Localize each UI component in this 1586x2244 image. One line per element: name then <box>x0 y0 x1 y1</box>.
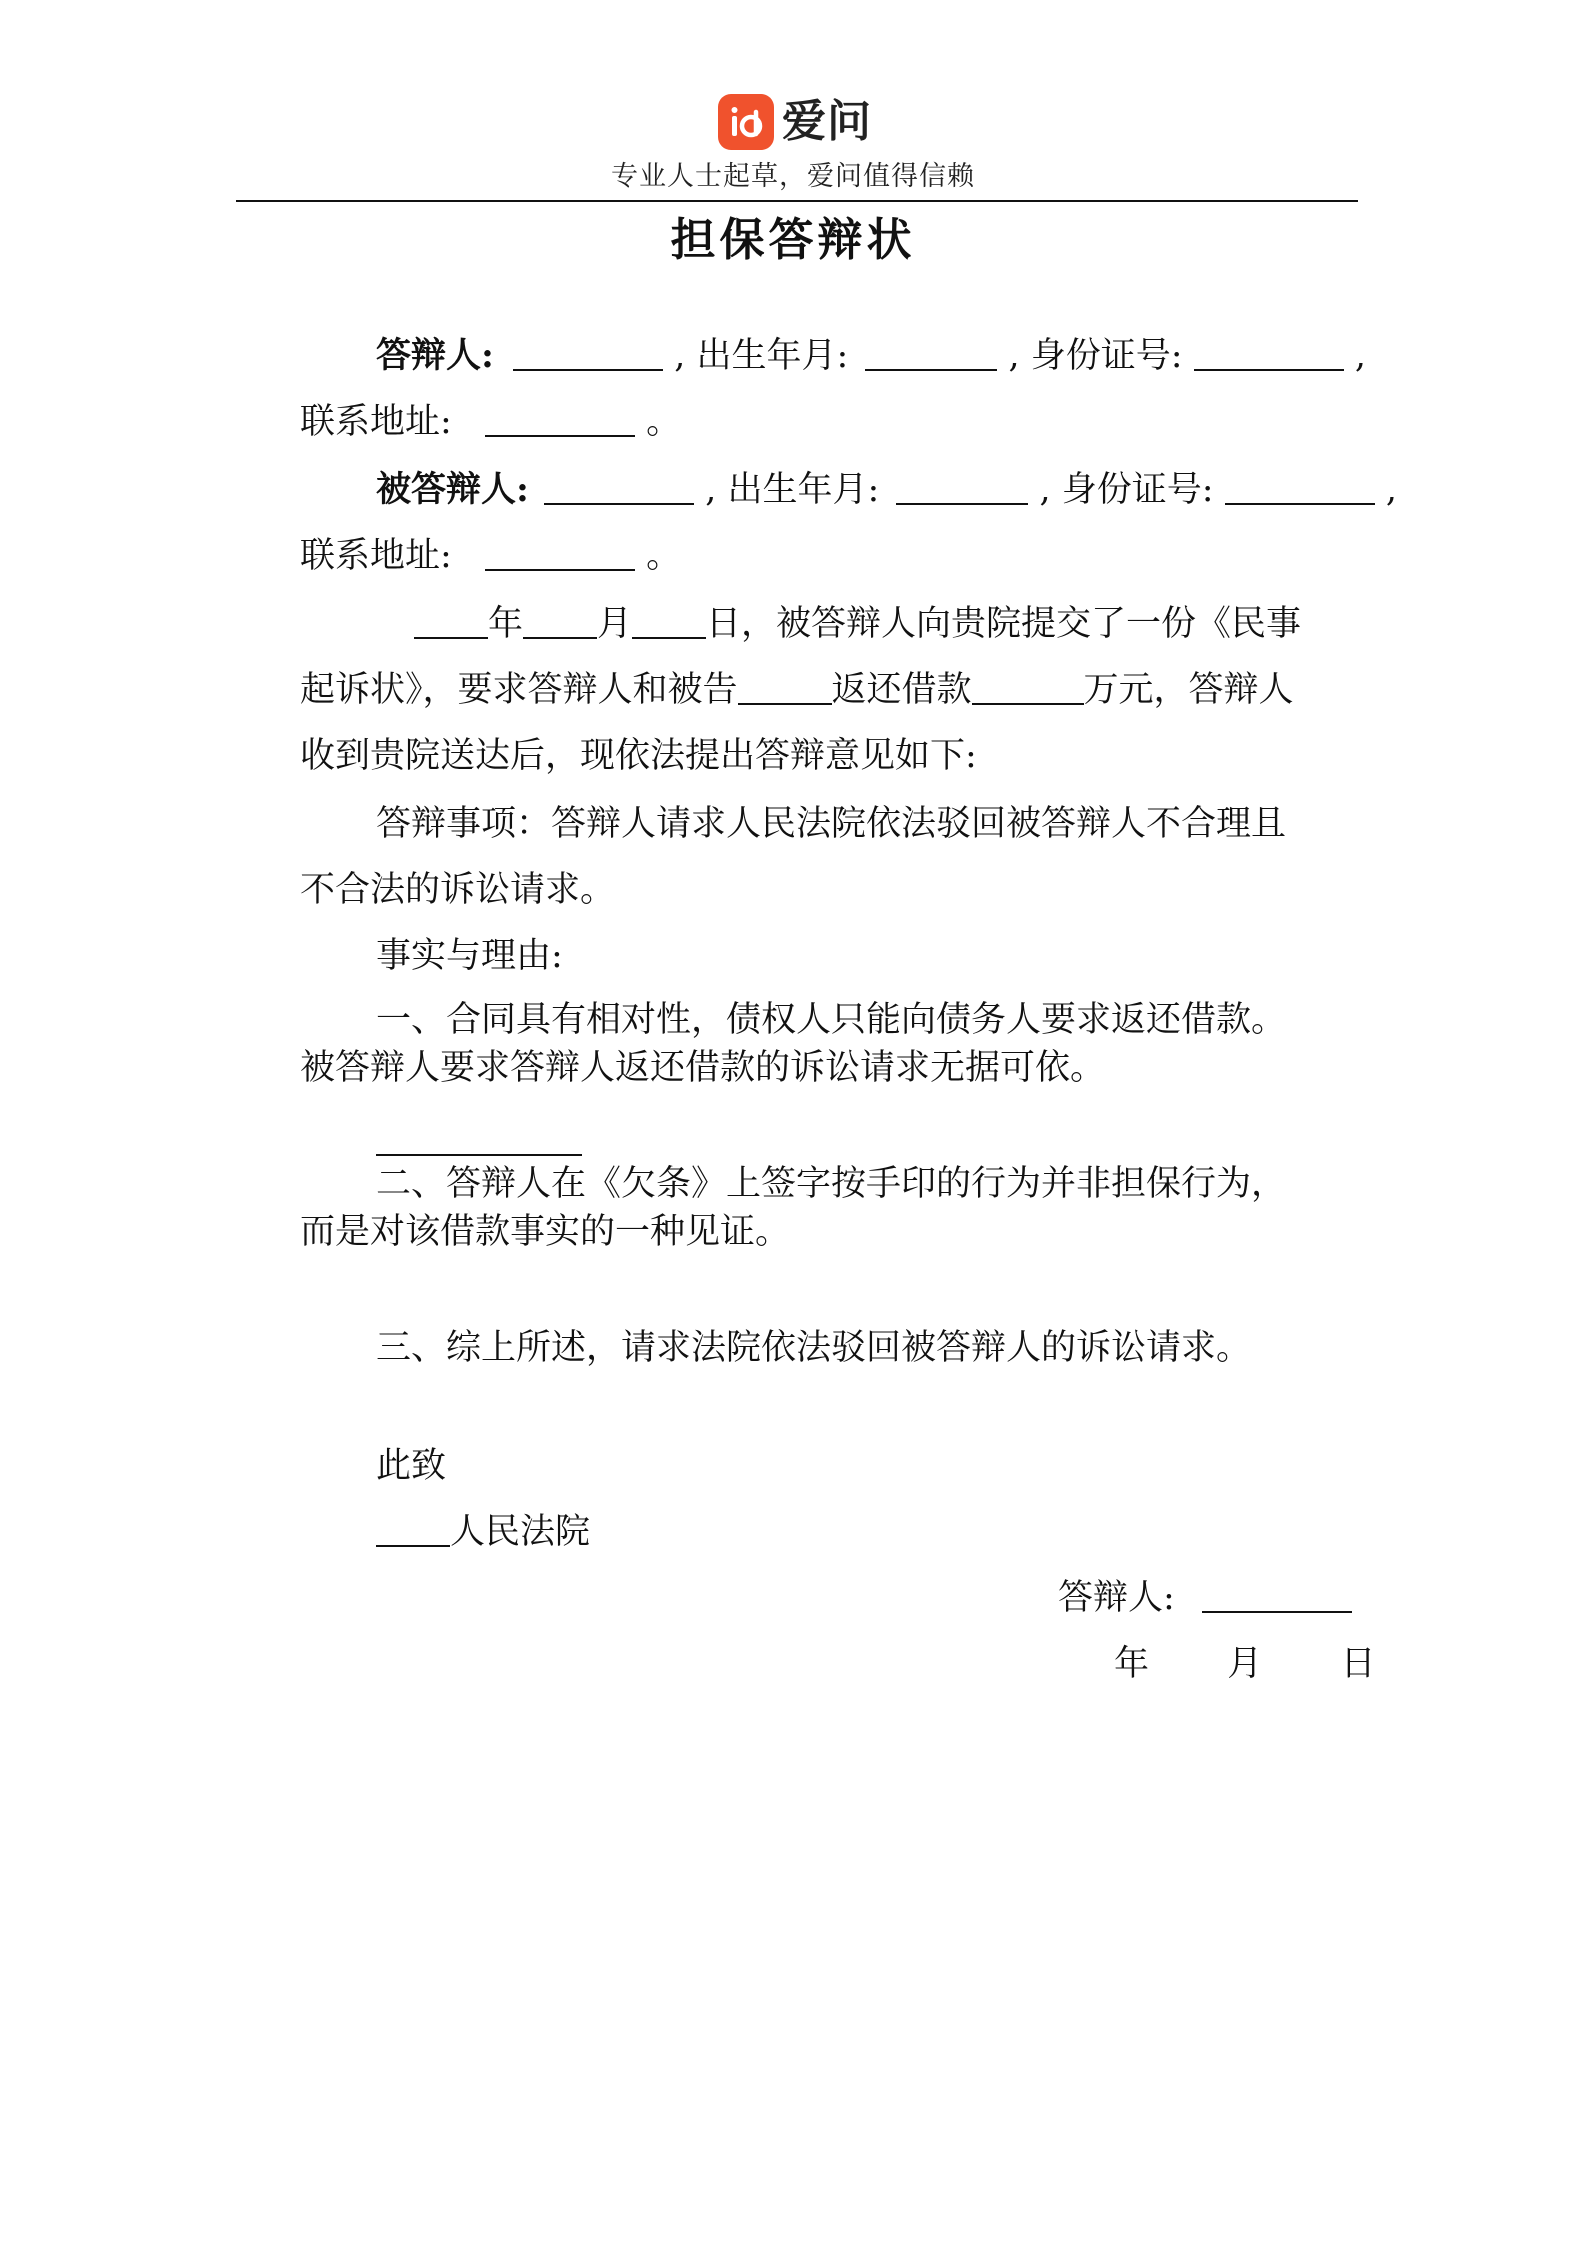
year-blank <box>414 605 488 639</box>
point-3: 三、综上所述，请求法院依法驳回被答辩人的诉讼请求。 <box>376 1328 1252 1368</box>
intro-line-3: 收到贵院送达后，现依法提出答辩意见如下: <box>300 736 977 776</box>
id-label: , 身份证号: <box>1008 336 1183 376</box>
petitioner-line <box>376 468 1397 512</box>
birth-label: , 出生年月: <box>705 470 880 510</box>
respondent-id-blank <box>1194 337 1344 371</box>
matters-line-2: 不合法的诉讼请求。 <box>300 870 616 910</box>
intro-text-b: 返还借款 <box>831 670 972 710</box>
amount-blank <box>972 671 1084 705</box>
signer-label: 答辩人: <box>1058 1578 1175 1618</box>
petitioner-address-line <box>300 534 681 578</box>
signer-blank <box>1202 1579 1352 1613</box>
year-text: 年 <box>488 604 524 644</box>
reasons-heading: 事实与理由: <box>376 936 563 976</box>
point-2-line-1: 二、答辩人在《欠条》上签字按手印的行为并非担保行为， <box>376 1164 1287 1204</box>
closing-year: 年 <box>1114 1644 1150 1684</box>
signer-line <box>1058 1576 1352 1620</box>
month-text: 月 <box>597 604 633 644</box>
respondent-label: 答辩人: <box>376 335 494 376</box>
document-title: 担保答辩状 <box>670 213 916 266</box>
period-mark: 。 <box>646 536 682 576</box>
salutation: 此致 <box>376 1446 447 1486</box>
point-1-line-2: 被答辩人要求答辩人返还借款的诉讼请求无据可依。 <box>300 1048 1106 1088</box>
date-line <box>1114 1642 1376 1686</box>
court-name-blank <box>376 1513 450 1547</box>
iask-logo-icon <box>718 94 774 150</box>
respondent-name-blank <box>513 337 663 371</box>
closing-day: 日 <box>1340 1644 1376 1684</box>
intro-text-a: 起诉状》，要求答辩人和被告 <box>300 670 738 710</box>
id-label: , 身份证号: <box>1039 470 1214 510</box>
respondent-line <box>376 334 1366 378</box>
matters-line-1: 答辩事项：答辩人请求人民法院依法驳回被答辩人不合理且 <box>376 804 1287 844</box>
point-separator-rule <box>376 1154 582 1156</box>
point-2-line-2: 而是对该借款事实的一种见证。 <box>300 1212 791 1252</box>
address-label: 联系地址: <box>300 536 452 576</box>
trailing-comma: , <box>1354 336 1366 376</box>
trailing-comma: , <box>1385 470 1397 510</box>
petitioner-id-blank <box>1225 471 1375 505</box>
brand-logo <box>718 92 872 152</box>
defendant-blank <box>738 671 832 705</box>
court-text: 人民法院 <box>450 1512 591 1552</box>
point-1-line-1: 一、合同具有相对性，债权人只能向债务人要求返还借款。 <box>376 1000 1287 1040</box>
respondent-address-line <box>300 400 681 444</box>
intro-line-2 <box>300 668 1294 712</box>
birth-label: , 出生年月: <box>674 336 849 376</box>
intro-day-text: 日，被答辩人向贵院提交了一份《民事 <box>706 604 1302 644</box>
period-mark: 。 <box>646 402 682 442</box>
header-divider <box>236 200 1358 202</box>
day-blank <box>632 605 706 639</box>
month-blank <box>523 605 597 639</box>
brand-slogan: 专业人士起草，爱问值得信赖 <box>611 161 975 192</box>
intro-line-1 <box>414 602 1301 646</box>
intro-text-c: 万元，答辩人 <box>1083 670 1294 710</box>
brand-name: 爱问 <box>782 96 872 147</box>
petitioner-address-blank <box>485 537 635 571</box>
respondent-birth-blank <box>865 337 997 371</box>
court-line <box>376 1510 590 1554</box>
petitioner-label: 被答辩人: <box>376 469 529 510</box>
petitioner-birth-blank <box>896 471 1028 505</box>
respondent-address-blank <box>485 403 635 437</box>
closing-month: 月 <box>1227 1644 1263 1684</box>
petitioner-name-blank <box>544 471 694 505</box>
address-label: 联系地址: <box>300 402 452 442</box>
